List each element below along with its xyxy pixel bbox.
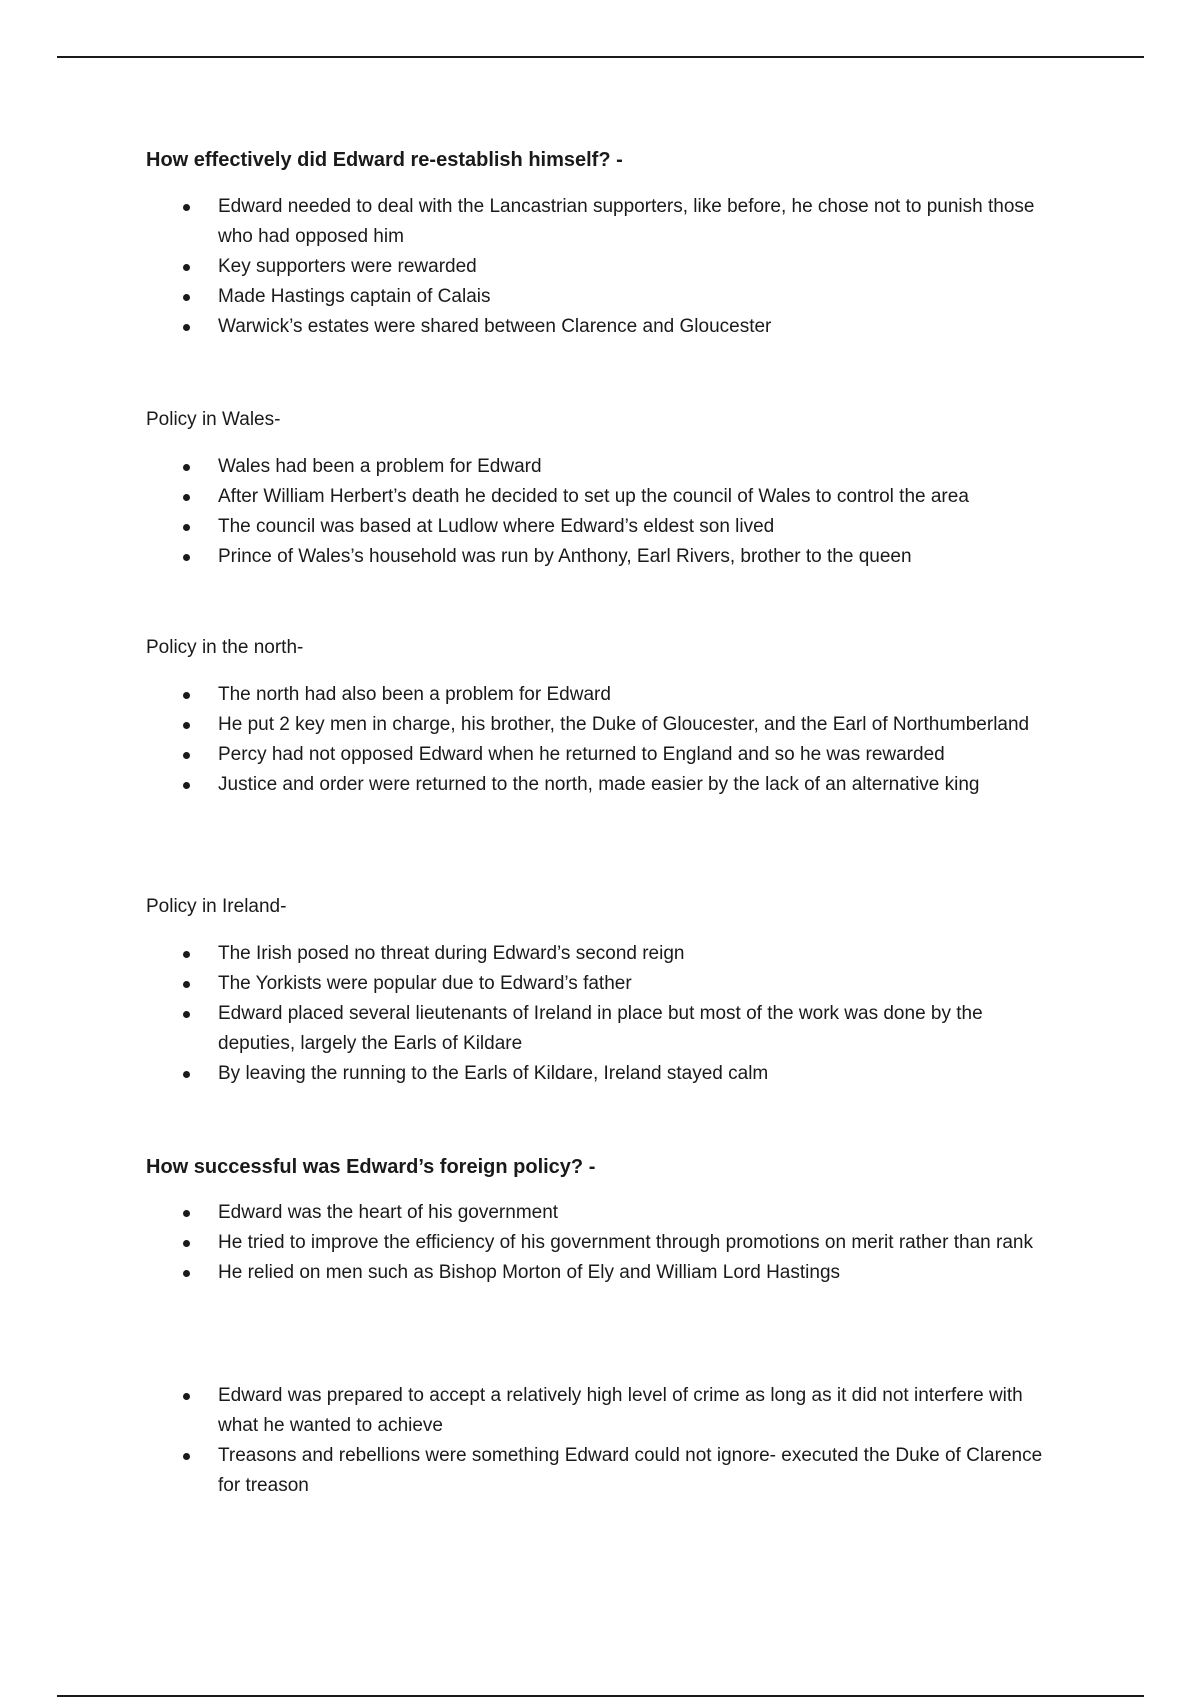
bullet-icon bbox=[183, 692, 190, 699]
bullet-icon bbox=[183, 782, 190, 789]
list-item: The north had also been a problem for Edward bbox=[0, 680, 1058, 710]
bullet-icon bbox=[183, 1071, 190, 1078]
bullet-icon bbox=[183, 494, 190, 501]
bullet-icon bbox=[183, 722, 190, 729]
bullet-icon bbox=[183, 981, 190, 988]
bullet-icon bbox=[183, 1393, 190, 1400]
list-item: He relied on men such as Bishop Morton of Ely and William Lord Hastings bbox=[0, 1258, 1058, 1288]
bullet-icon bbox=[183, 1270, 190, 1277]
section-heading-north: Policy in the north- bbox=[146, 637, 304, 658]
bullet-icon bbox=[183, 464, 190, 471]
footer-rule bbox=[57, 1695, 1144, 1697]
list-item: Percy had not opposed Edward when he returned to England and so he was rewarded bbox=[0, 740, 1058, 770]
section-heading-reestablish: How effectively did Edward re-establish himself? - bbox=[146, 149, 623, 171]
list-item: Wales had been a problem for Edward bbox=[0, 452, 1058, 482]
list-item: He put 2 key men in charge, his brother, the Duke of Gloucester, and the Earl of Northumberland bbox=[0, 710, 1058, 740]
list-item: Justice and order were returned to the north, made easier by the lack of an alternative king bbox=[0, 770, 1058, 800]
list-item: Edward placed several lieutenants of Ireland in place but most of the work was done by the deputies, largely the Earls of Kildare bbox=[0, 999, 1058, 1059]
bullet-icon bbox=[183, 1240, 190, 1247]
bullet-icon bbox=[183, 752, 190, 759]
bullet-icon bbox=[183, 264, 190, 271]
bullet-list-ireland bbox=[0, 939, 1200, 1089]
bullet-list-foreign-policy bbox=[0, 1198, 1200, 1288]
list-item: The Yorkists were popular due to Edward’s father bbox=[0, 969, 1058, 999]
list-item: Warwick’s estates were shared between Clarence and Gloucester bbox=[0, 312, 1058, 342]
section-heading-wales: Policy in Wales- bbox=[146, 409, 281, 430]
list-item: Edward was prepared to accept a relatively high level of crime as long as it did not interfere with what he wanted to achieve bbox=[0, 1381, 1058, 1441]
bullet-icon bbox=[183, 324, 190, 331]
list-item: Edward was the heart of his government bbox=[0, 1198, 1058, 1228]
bullet-list-north bbox=[0, 680, 1200, 800]
header-rule bbox=[57, 56, 1144, 58]
bullet-list-crime bbox=[0, 1381, 1200, 1501]
bullet-icon bbox=[183, 294, 190, 301]
list-item: The council was based at Ludlow where Edward’s eldest son lived bbox=[0, 512, 1058, 542]
list-item: The Irish posed no threat during Edward’s second reign bbox=[0, 939, 1058, 969]
bullet-icon bbox=[183, 1453, 190, 1460]
section-heading-ireland: Policy in Ireland- bbox=[146, 896, 287, 917]
bullet-icon bbox=[183, 1210, 190, 1217]
bullet-icon bbox=[183, 524, 190, 531]
list-item: Treasons and rebellions were something Edward could not ignore- executed the Duke of Clarence for treason bbox=[0, 1441, 1058, 1501]
list-item: After William Herbert’s death he decided to set up the council of Wales to control the area bbox=[0, 482, 1058, 512]
bullet-icon bbox=[183, 951, 190, 958]
bullet-icon bbox=[183, 1011, 190, 1018]
bullet-list-wales bbox=[0, 452, 1200, 572]
bullet-icon bbox=[183, 554, 190, 561]
bullet-list-reestablish bbox=[0, 192, 1200, 342]
list-item: By leaving the running to the Earls of Kildare, Ireland stayed calm bbox=[0, 1059, 1058, 1089]
bullet-icon bbox=[183, 204, 190, 211]
list-item: Made Hastings captain of Calais bbox=[0, 282, 1058, 312]
list-item: Edward needed to deal with the Lancastrian supporters, like before, he chose not to punish those who had opposed him bbox=[0, 192, 1058, 252]
list-item: Key supporters were rewarded bbox=[0, 252, 1058, 282]
list-item: He tried to improve the efficiency of his government through promotions on merit rather than rank bbox=[0, 1228, 1058, 1258]
section-heading-foreign-policy: How successful was Edward’s foreign policy? - bbox=[146, 1156, 596, 1178]
list-item: Prince of Wales’s household was run by Anthony, Earl Rivers, brother to the queen bbox=[0, 542, 1058, 572]
